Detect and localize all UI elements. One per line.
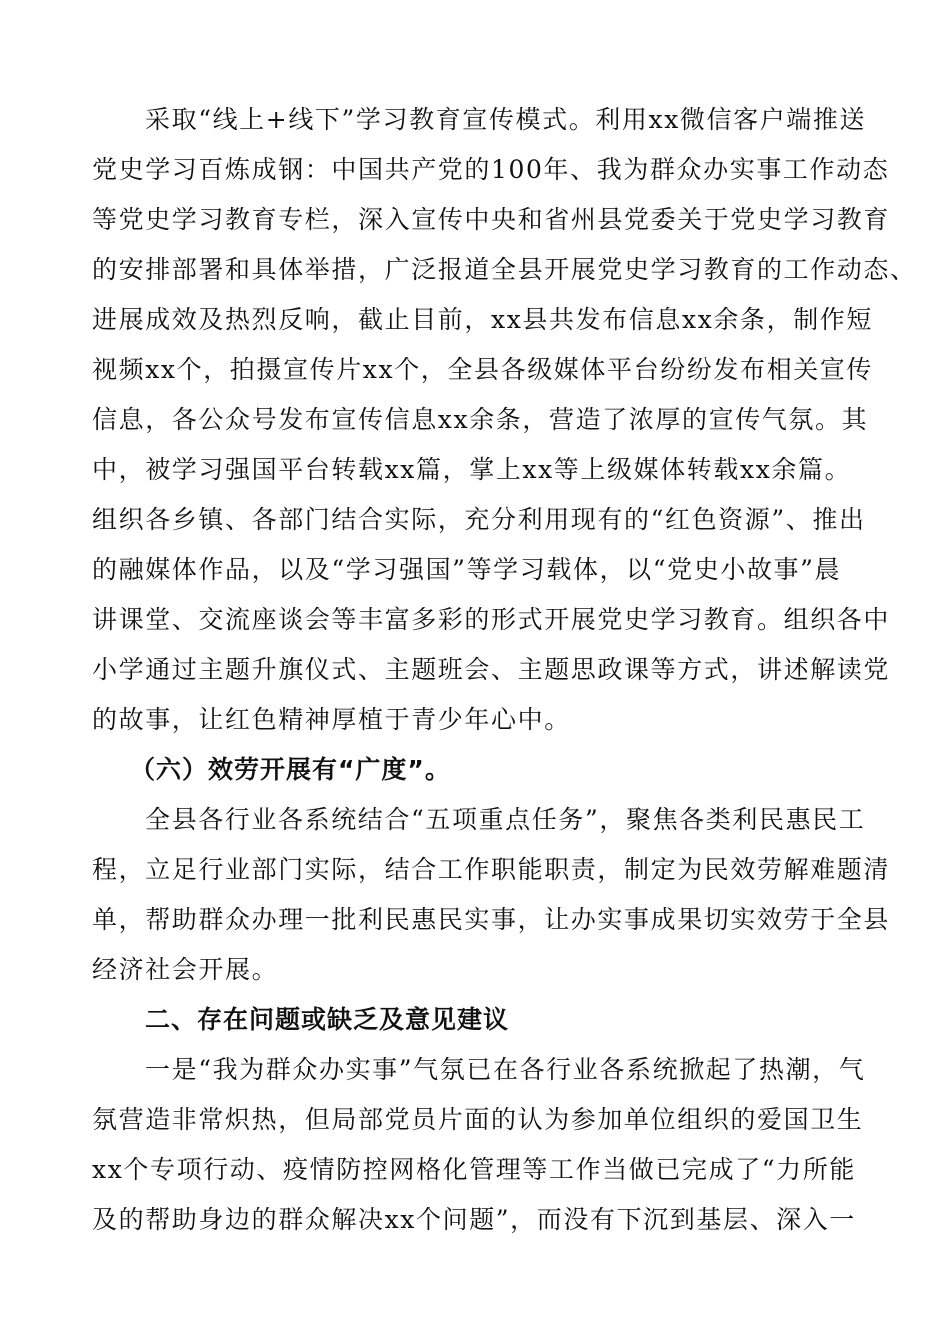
paragraph-line: xx个专项行动、疫情防控网格化管理等工作当做已完成了“力所能	[92, 1155, 856, 1184]
paragraph-line: 氛营造非常炽热，但局部党员片面的认为参加单位组织的爱国卫生	[92, 1105, 864, 1134]
paragraph-line: 及的帮助身边的群众解决xx个问题”，而没有下沉到基层、深入一	[92, 1205, 856, 1234]
paragraph-line: 的故事，让红色精神厚植于青少年心中。	[92, 705, 571, 734]
paragraph-line: 小学通过主题升旗仪式、主题班会、主题思政课等方式，讲述解读党	[92, 655, 891, 684]
paragraph-line: 信息，各公众号发布宣传信息xx余条，营造了浓厚的宣传气氛。其	[92, 405, 869, 434]
paragraph-line: 的安排部署和具体举措，广泛报道全县开展党史学习教育的工作动态、	[92, 255, 917, 284]
paragraph-line: 视频xx个，拍摄宣传片xx个，全县各级媒体平台纷纷发布相关宣传	[92, 355, 873, 384]
paragraph-line: 讲课堂、交流座谈会等丰富多彩的形式开展党史学习教育。组织各中	[92, 605, 891, 634]
paragraph-line: 等党史学习教育专栏，深入宣传中央和省州县党委关于党史学习教育	[92, 205, 891, 234]
paragraph-line: 采取“线上+线下”学习教育宣传模式。利用xx微信客户端推送	[145, 105, 867, 134]
paragraph-line: 一是“我为群众办实事”气氛已在各行业各系统掀起了热潮，气	[145, 1055, 866, 1084]
paragraph-line: 程，立足行业部门实际，结合工作职能职责，制定为民效劳解难题清	[92, 855, 891, 884]
paragraph-line: 进展成效及热烈反响，截止目前，xx县共发布信息xx余条，制作短	[92, 305, 873, 334]
paragraph-line: 单，帮助群众办理一批利民惠民实事，让办实事成果切实效劳于全县	[92, 905, 891, 934]
paragraph-line: 全县各行业各系统结合“五项重点任务”，聚焦各类利民惠民工	[145, 805, 866, 834]
paragraph-line: 党史学习百炼成钢：中国共产党的100年、我为群众办实事工作动态	[92, 155, 890, 184]
paragraph-line: 中，被学习强国平台转载xx篇，掌上xx等上级媒体转载xx余篇。	[92, 455, 852, 484]
section-heading: （六）效劳开展有“广度”。	[130, 755, 451, 784]
section-heading: 二、存在问题或缺乏及意见建议	[145, 1005, 510, 1034]
paragraph-line: 经济社会开展。	[92, 955, 279, 984]
paragraph-line: 组织各乡镇、各部门结合实际，充分利用现有的“红色资源”、推出	[92, 505, 866, 534]
paragraph-line: 的融媒体作品，以及“学习强国”等学习载体，以“党史小故事”晨	[92, 555, 842, 584]
